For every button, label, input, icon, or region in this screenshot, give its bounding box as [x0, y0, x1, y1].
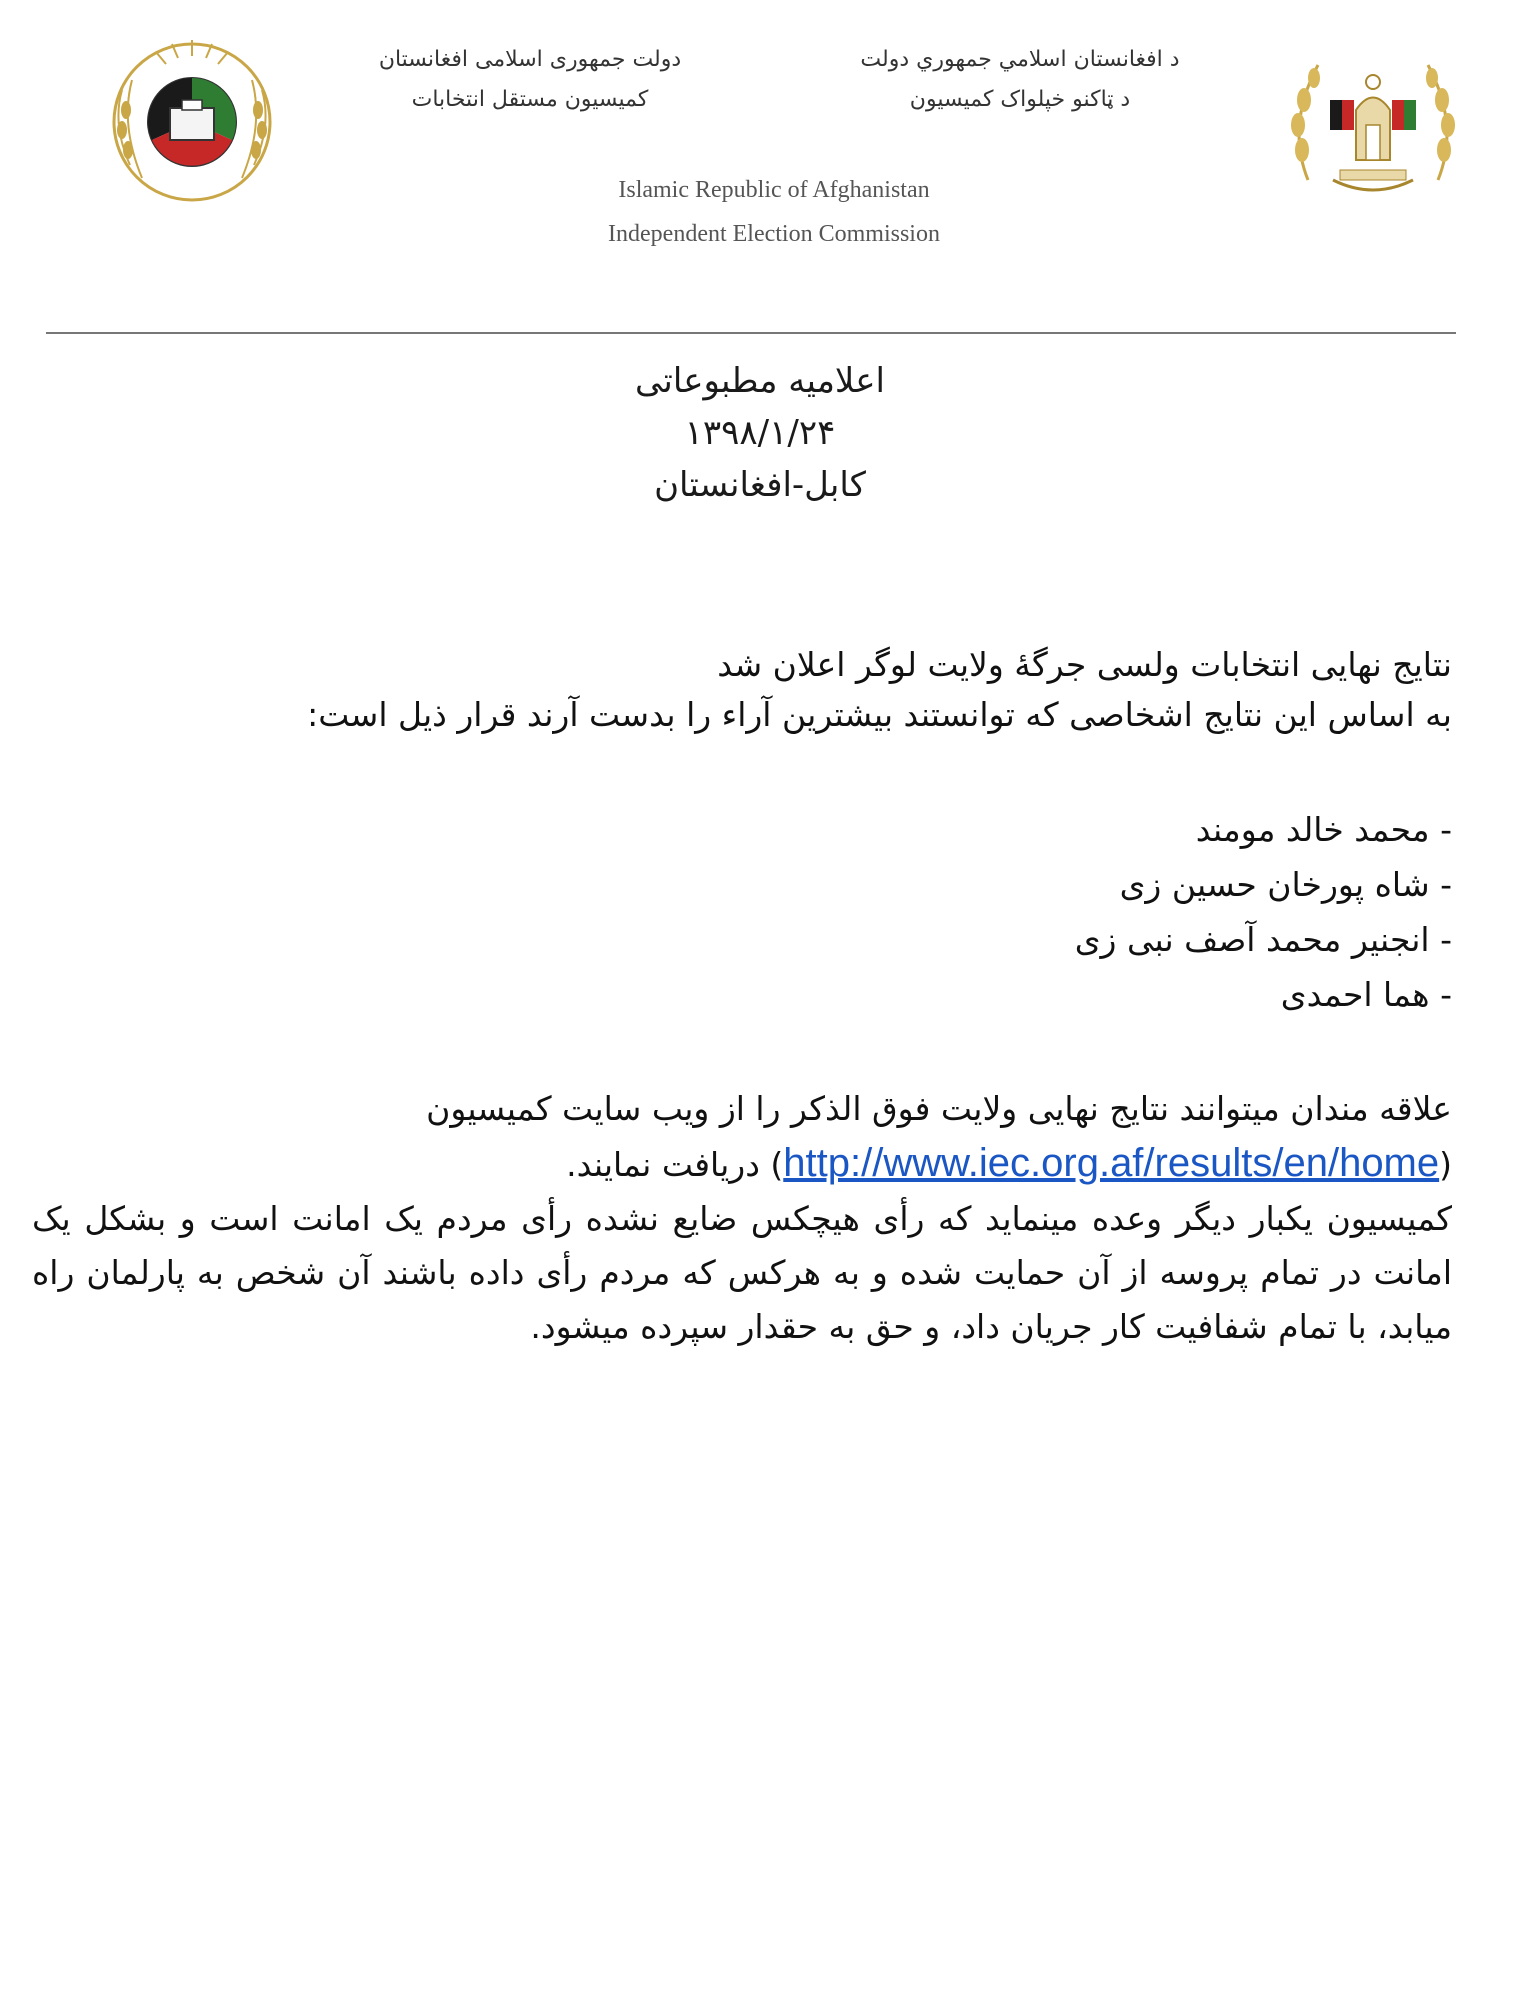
- dari-line-2: کمیسیون مستقل انتخابات: [411, 87, 649, 112]
- final-paragraph: کمیسیون یکبار دیگر وعده مینماید که رأی هیچکس ضایع نشده رأی مردم یک امانت است و بشکل یک امانت در تمام پروسه از آن حمایت شده و به هرکس که مردم رأی داده باشند آن شخص به پارلمان راه میابد، با تمام شفافیت کار جریان داد، و حق به حقدار سپرده میشود.: [32, 1199, 1452, 1346]
- english-header: [474, 168, 1074, 256]
- paren-rest: ) دریافت نمایند.: [566, 1145, 784, 1184]
- title-heading: اعلامیه مطبوعاتی: [635, 361, 885, 401]
- announcement-intro: [52, 640, 1452, 740]
- dari-header: [330, 40, 730, 120]
- list-item: - هما احمدی: [1280, 975, 1452, 1014]
- closing-text: [32, 1082, 1452, 1354]
- pashto-header: [820, 40, 1220, 120]
- pashto-line-1: د افغانستان اسلامي جمهوري دولت: [860, 47, 1180, 72]
- results-link[interactable]: http://www.iec.org.af/results/en/home: [783, 1141, 1440, 1185]
- list-item: - محمد خالد مومند: [1195, 810, 1452, 849]
- title-date: ۱۳۹۸/۱/۲۴: [684, 413, 836, 453]
- title-location: کابل-افغانستان: [654, 465, 866, 505]
- iec-emblem-icon: [92, 30, 292, 210]
- headline: نتایج نهایی انتخابات ولسی جرگهٔ ولایت لوگر اعلان شد: [717, 645, 1452, 684]
- pashto-line-2: د ټاکنو خپلواک کمیسیون: [909, 87, 1131, 112]
- press-release-title: [500, 355, 1020, 511]
- candidate-list: [52, 802, 1452, 1022]
- header-divider: [46, 332, 1456, 334]
- closing-line-2: [32, 1136, 1452, 1192]
- dari-line-1: دولت جمهوری اسلامی افغانستان: [378, 47, 682, 72]
- intro-text: به اساس این نتایج اشخاصی که توانستند بیشترین آراء را بدست آرند قرار ذیل است:: [307, 695, 1452, 734]
- list-item: - انجنیر محمد آصف نبی زی: [1074, 920, 1452, 959]
- english-line-2: Independent Election Commission: [608, 221, 940, 247]
- closing-line-1: علاقه مندان میتوانند نتایج نهایی ولایت فوق الذکر را از ویب سایت کمیسیون: [426, 1089, 1452, 1128]
- paren-open: (: [1439, 1145, 1452, 1184]
- list-item: - شاه پورخان حسین زی: [1119, 865, 1452, 904]
- english-line-1: Islamic Republic of Afghanistan: [618, 177, 930, 203]
- afghanistan-national-emblem-icon: [1278, 30, 1468, 210]
